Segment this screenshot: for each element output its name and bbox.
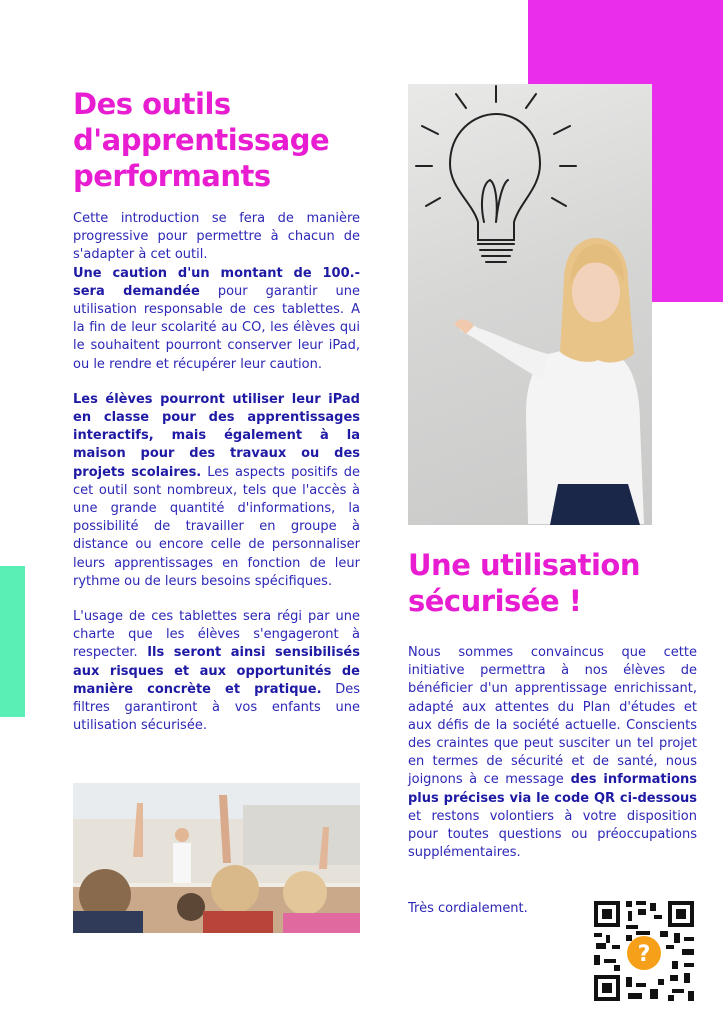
qr-code[interactable] (592, 899, 696, 1003)
text: pour garantir une utilisation responsable de ces tablettes. A la fin de leur scolarité au CO, les élèves qui le souhaitent pourront conserver leur iPad, ou le rendre et récupérer leur caution. (73, 283, 360, 372)
section-body-tools (73, 210, 360, 752)
title-line: performants (73, 159, 271, 193)
section-title-tools (73, 86, 393, 194)
hero-photo-girl-lightbulb (408, 84, 652, 525)
girl-figure (454, 238, 644, 525)
paragraph-usage (73, 391, 360, 591)
lightbulb-sketch-icon (416, 86, 576, 262)
classroom-photo (73, 783, 360, 933)
text: Des filtres garantiront à vos enfants une utilisation sécurisée. (73, 681, 360, 734)
paragraph-security (408, 644, 697, 862)
bold-text: Ils seront ainsi sensibilisés aux risques et aux opportunités de manière concrète et pratique. (73, 645, 360, 697)
decorative-green-bar (0, 566, 25, 717)
text: Les aspects positifs de cet outil sont nombreux, tels que l'accès à une grande quantité d'informations, la possibilité de travailler en groupe à distance ou encore celle de personnaliser leurs apprentissages en fonction de leur rythme ou de leurs besoins spécifiques. (73, 464, 360, 589)
text: et restons volontiers à votre disposition pour toutes questions ou préoccupations supplémentaires. (408, 808, 697, 861)
text: L'usage de ces tablettes sera régi par une charte que les élèves s'engageront à respecter. (73, 609, 360, 661)
svg-text:?: ? (637, 942, 651, 967)
signoff: Très cordialement. (408, 901, 528, 916)
section-body-secure-use (408, 644, 697, 862)
title-line: Des outils (73, 87, 231, 121)
bold-text: Les élèves pourront utiliser leur iPad en classe pour des apprentissages interactifs, mais également à la maison pour des travaux ou des projets scolaires. (73, 391, 360, 480)
text: Nous sommes convaincus que cette initiative permettra à nos élèves de bénéficier d'un apprentissage enrichissant, adapté aux attentes du Plan d'études et aux défis de la société actuelle. Conscients des craintes que peut susciter un tel projet en termes de sécurité et de santé, nous joignons à ce message (408, 645, 697, 788)
title-line: Une utilisation (408, 548, 640, 582)
title-line: d'apprentissage (73, 123, 330, 157)
text: Cette introduction se fera de manière progressive pour permettre à chacun de s'adapter à cet outil. (73, 211, 360, 263)
bold-text: Une caution d'un montant de 100.- sera demandée (73, 265, 360, 299)
bold-text: des informations plus précises via le code QR ci-dessous (408, 772, 697, 806)
section-title-secure-use (408, 547, 708, 619)
title-line: sécurisée ! (408, 584, 582, 618)
paragraph-charter (73, 608, 360, 735)
paragraph-introduction (73, 210, 360, 374)
